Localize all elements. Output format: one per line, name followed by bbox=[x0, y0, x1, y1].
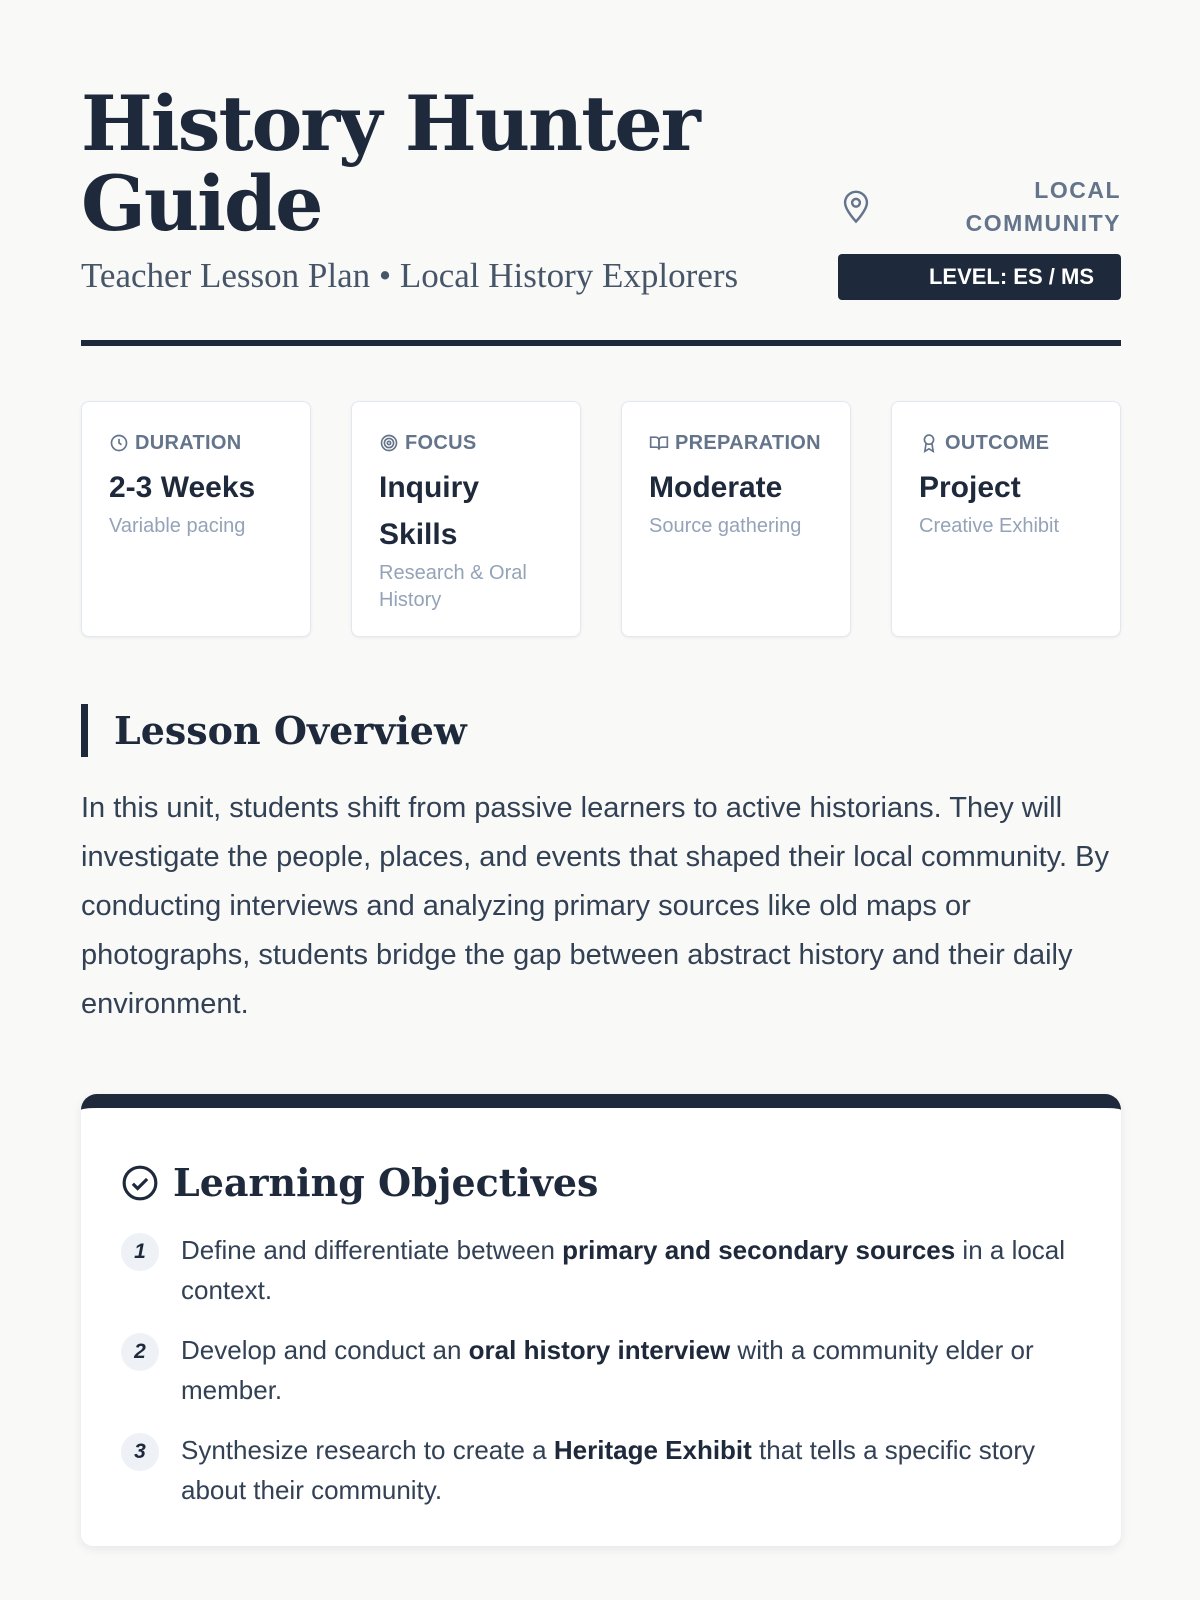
card-label: OUTCOME bbox=[945, 431, 1050, 454]
objective-text: Develop and conduct an oral history interview with a community elder or member. bbox=[181, 1335, 1034, 1405]
objectives-list bbox=[121, 1230, 1071, 1530]
objective-text: Synthesize research to create a Heritage Exhibit that tells a specific story about their community. bbox=[181, 1435, 1036, 1505]
card-label: FOCUS bbox=[405, 431, 477, 454]
page-subtitle: Teacher Lesson Plan • Local History Explorers bbox=[81, 256, 739, 295]
card-outcome bbox=[891, 401, 1121, 637]
level-badge: LEVEL: ES / MS bbox=[838, 254, 1121, 300]
target-icon bbox=[379, 433, 399, 453]
objective-item bbox=[121, 1230, 1071, 1310]
card-value: Inquiry Skills bbox=[379, 471, 480, 551]
card-value: Moderate bbox=[649, 471, 783, 504]
location-tag bbox=[841, 174, 1121, 240]
lesson-plan-page bbox=[81, 0, 1121, 1505]
card-subtext: Variable pacing bbox=[109, 515, 246, 537]
card-value: Project bbox=[919, 471, 1021, 504]
stat-cards bbox=[81, 401, 1121, 637]
card-focus bbox=[351, 401, 581, 637]
objective-text: Define and differentiate between primary and secondary sources in a local context. bbox=[181, 1235, 1066, 1305]
card-label: DURATION bbox=[135, 431, 242, 454]
overview-heading: Lesson Overview bbox=[114, 708, 467, 753]
location-label: LOCAL COMMUNITY bbox=[965, 177, 1121, 236]
book-open-icon bbox=[649, 433, 669, 453]
objectives-card bbox=[81, 1094, 1121, 1546]
award-icon bbox=[919, 433, 939, 453]
objective-number: 2 bbox=[121, 1333, 159, 1371]
header-divider bbox=[81, 340, 1121, 346]
objective-item bbox=[121, 1430, 1071, 1510]
card-subtext: Creative Exhibit bbox=[919, 515, 1060, 537]
objective-number: 1 bbox=[121, 1233, 159, 1271]
card-preparation bbox=[621, 401, 851, 637]
page-title: History Hunter Guide bbox=[81, 79, 699, 248]
page-header bbox=[81, 0, 1121, 350]
card-value: 2-3 Weeks bbox=[109, 471, 256, 504]
objectives-heading: Learning Objectives bbox=[173, 1160, 599, 1205]
overview-accent-bar bbox=[81, 704, 88, 757]
check-circle-icon bbox=[121, 1164, 159, 1202]
card-subtext: Research & Oral History bbox=[379, 562, 527, 611]
overview-text: In this unit, students shift from passive learners to active historians. They will investigate the people, places, and events that shaped their local community. By conducting interviews and analyzing primary sources like old maps or photographs, students bridge the gap between abstract history and their daily environment. bbox=[81, 792, 1109, 1020]
clock-icon bbox=[109, 433, 129, 453]
objective-item bbox=[121, 1330, 1071, 1410]
objective-number: 3 bbox=[121, 1433, 159, 1471]
objectives-header bbox=[121, 1158, 598, 1208]
card-label: PREPARATION bbox=[675, 431, 821, 454]
card-subtext: Source gathering bbox=[649, 515, 802, 537]
card-duration bbox=[81, 401, 311, 637]
map-pin-icon bbox=[841, 190, 871, 224]
